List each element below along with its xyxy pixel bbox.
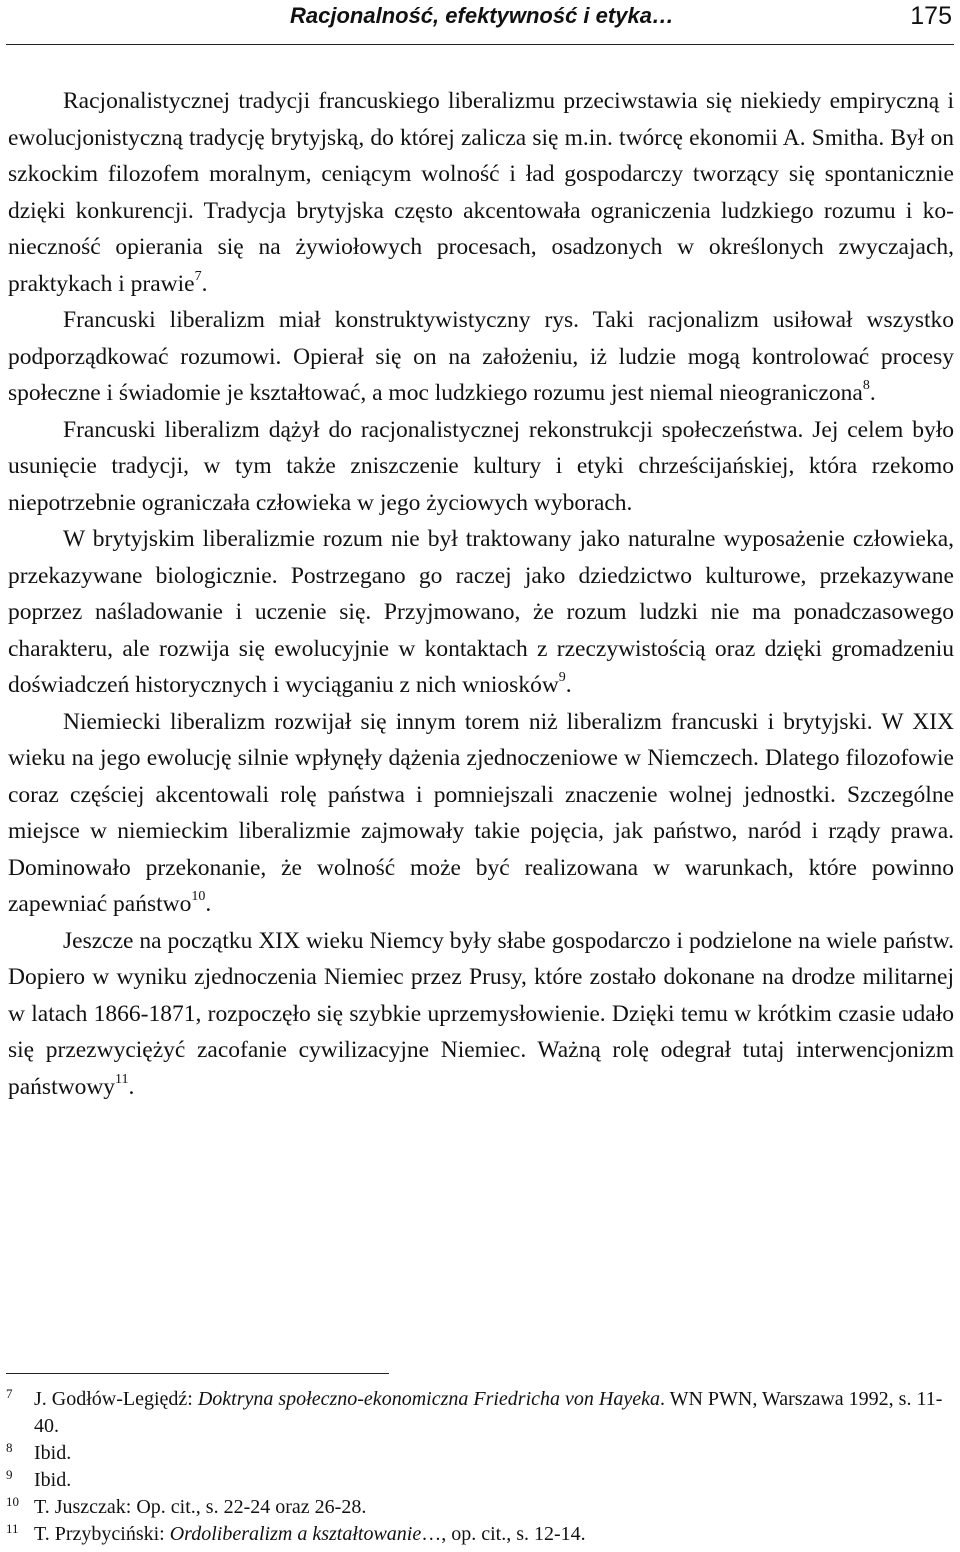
footnote <box>6 1386 954 1440</box>
footnote-ref: 8 <box>862 378 870 393</box>
paragraph-text: . <box>128 1073 135 1100</box>
footnote-ref: 7 <box>194 268 202 284</box>
paragraph-text: Francuski liberalizm miał konstruktywistyczny rys. Taki racjonalizm usiłował wszystko podporządkować rozumowi. Opierał się on na założeniu, iż ludzie mogą kontrolować procesy społeczne i świadomie je kształtować, a moc ludzkiego rozumu jest niemal nieograniczona <box>8 307 954 406</box>
footnote-text: Ibid. <box>34 1469 72 1491</box>
footnote <box>6 1494 954 1521</box>
footnote-text <box>34 1523 586 1545</box>
footnote <box>6 1521 954 1548</box>
paragraph-text: W brytyjskim liberalizmie rozum nie był traktowany jako naturalne wyposażenie człowieka, przekazywane biologicznie. Postrzegano go raczej jako dziedzictwo kulturowe, przekazywane poprzez naśladowanie i uczenie się. Przyjmowano, że rozum ludzki nie ma ponadczasowego charakteru, ale rozwija się ewolucyjnie w kontaktach z rzeczywistością oraz dzięki gromadzeniu doświadczeń historycznych i wyciąganiu z nich wniosków <box>8 526 954 698</box>
paragraph <box>8 923 954 1106</box>
paragraph-text: Racjonalistycznej tradycji francuskiego liberalizmu przeciwstawia się niekiedy empiryczną i ewolucjonistyczną tradycję brytyjską, do której zalicza się m.in. twórcę ekonomii A. Smitha. Był on szkockim filozofem moralnym, ceniącym wolność i ład gospodarczy tworzący się spontanicznie dzięki konkurencji. Tradycja brytyjska często akcentowała ograniczenia ludzkiego rozumu i konieczność opierania się na żywiołowych procesach, osadzonych w określonych zwyczajach, praktykach i prawie <box>8 88 954 297</box>
footnotes <box>6 1386 954 1548</box>
footnote-number: 11 <box>6 1521 19 1536</box>
footnote-ref: 9 <box>558 670 566 685</box>
footnote-title: Doktryna społeczno-ekonomiczna Friedricha von Hayeka <box>197 1388 660 1410</box>
footnote-ref: 11 <box>115 1071 129 1087</box>
paragraph <box>8 704 954 923</box>
paragraph-text: . <box>201 270 208 297</box>
page-number: 175 <box>910 2 952 30</box>
paragraph <box>8 412 954 522</box>
paragraph <box>8 83 954 302</box>
footnote-ref: 10 <box>191 889 206 904</box>
footnote <box>6 1440 954 1467</box>
paragraph <box>8 302 954 412</box>
footnote-author: J. Godłów-Legiędź: <box>34 1388 198 1410</box>
footnote-number: 8 <box>6 1440 13 1455</box>
footnote-text <box>34 1388 942 1437</box>
running-title: Racjonalność, efektywność i etyka… <box>290 3 674 28</box>
footnote-separator <box>6 1373 389 1374</box>
footnote-details: . WN PWN, Warszawa 1992, s. 11-40. <box>34 1388 943 1437</box>
footnote-number: 9 <box>6 1467 13 1482</box>
footnote-number: 10 <box>6 1494 19 1509</box>
paragraph-text: . <box>869 380 876 406</box>
footnote-text: T. Juszczak: Op. cit., s. 22-24 oraz 26-28. <box>34 1496 367 1518</box>
paragraph <box>8 521 954 704</box>
footnote-number: 7 <box>6 1386 13 1401</box>
footnote-details: …, op. cit., s. 12-14. <box>421 1523 586 1545</box>
running-header <box>0 0 960 46</box>
footnote <box>6 1467 954 1494</box>
body-text <box>8 83 954 1105</box>
paragraph-text: Jeszcze na początku XIX wieku Niemcy były słabe gospodarczo i podzielone na wiele państw. Dopiero w wyniku zjednoczenia Niemiec przez Prusy, które zostało dokonane na drodze militarnej w latach 1866-1871, rozpoczęło się szybkie uprzemysłowienie. Dzięki temu w krótkim czasie udało się przezwyciężyć zacofanie cywilizacyjne Niemiec. Ważną rolę odegrał tutaj interwencjonizm państwowy <box>8 927 954 1100</box>
paragraph-text: . <box>205 891 212 917</box>
paragraph-text: . <box>565 672 572 698</box>
paragraph-text: Francuski liberalizm dążył do racjonalistycznej rekonstrukcji społeczeństwa. Jej celem było usunięcie tradycji, w tym także zniszczenie kultury i etyki chrześcijańskiej, która rzekomo niepotrzebnie ograniczała człowieka w jego życiowych wyborach. <box>8 416 954 516</box>
footnote-title: Ordoliberalizm a kształtowanie <box>169 1523 422 1545</box>
header-rule <box>6 44 954 45</box>
footnote-text: Ibid. <box>34 1442 72 1464</box>
paragraph-text: Niemiecki liberalizm rozwijał się innym torem niż liberalizm francuski i brytyjski. W XIX wieku na jego ewolucję silnie wpłynęły dążenia zjednoczeniowe w Niemczech. Dlatego filozofowie coraz częściej akcentowali rolę państwa i pomniejszali znaczenie wolnej jednostki. Szczególne miejsce w niemieckim liberalizmie zajmowały takie pojęcia, jak państwo, naród i rządy prawa. Dominowało przekonanie, że wolność może być realizowana w warunkach, które powinno zapewniać państwo <box>8 708 954 917</box>
footnote-author: T. Przybyciński: <box>34 1523 170 1545</box>
